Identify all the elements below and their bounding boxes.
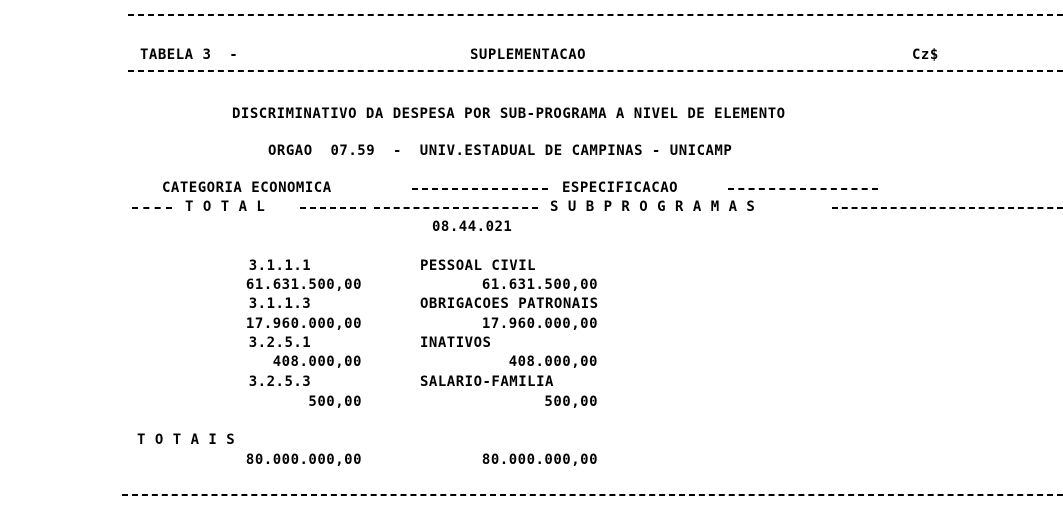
totals-label: T O T A I S xyxy=(137,432,236,448)
row-total: 500,00 xyxy=(308,394,362,410)
especificacao-rule-right xyxy=(728,188,878,190)
currency-label: Cz$ xyxy=(912,47,939,63)
row-code: 3.1.1.1 xyxy=(248,258,312,274)
row-desc: INATIVOS xyxy=(420,335,492,351)
especificacao-rule-left xyxy=(412,188,548,190)
totals-total: 80.000.000,00 xyxy=(245,452,362,468)
row-value: 500,00 xyxy=(544,394,598,410)
table-title: SUPLEMENTACAO xyxy=(470,47,587,63)
top-rule xyxy=(128,14,1063,16)
row-value: 408.000,00 xyxy=(508,354,598,370)
subtitle: DISCRIMINATIVO DA DESPESA POR SUB-PROGRAMA A NIVEL DE ELEMENTO xyxy=(232,106,786,122)
categoria-header: CATEGORIA ECONOMICA xyxy=(162,180,332,196)
total-header: T O T A L xyxy=(185,199,266,215)
row-desc: OBRIGACOES PATRONAIS xyxy=(420,296,599,312)
row-total: 17.960.000,00 xyxy=(245,316,362,332)
row-code: 3.2.5.3 xyxy=(248,374,312,390)
especificacao-header: ESPECIFICACAO xyxy=(562,180,679,196)
row-total: 408.000,00 xyxy=(272,354,362,370)
row-total: 61.631.500,00 xyxy=(245,277,362,293)
bottom-rule xyxy=(122,494,1063,496)
row-code: 3.1.1.3 xyxy=(248,296,312,312)
header-rule xyxy=(128,70,1063,72)
total-rule-left xyxy=(132,207,172,209)
total-rule-right xyxy=(300,207,366,209)
subprogramas-rule-left xyxy=(374,207,538,209)
row-desc: PESSOAL CIVIL xyxy=(420,258,537,274)
totals-value: 80.000.000,00 xyxy=(481,452,598,468)
row-code: 3.2.5.1 xyxy=(248,335,312,351)
row-value: 17.960.000,00 xyxy=(481,316,598,332)
subprogramas-header: S U B P R O G R A M A S xyxy=(550,199,756,215)
row-value: 61.631.500,00 xyxy=(481,277,598,293)
subprograma-code: 08.44.021 xyxy=(432,219,513,235)
table-label: TABELA 3 - xyxy=(140,47,239,63)
row-desc: SALARIO-FAMILIA xyxy=(420,374,554,390)
orgao-line: ORGAO 07.59 - UNIV.ESTADUAL DE CAMPINAS - UNICAMP xyxy=(268,143,733,159)
subprogramas-rule-right xyxy=(832,207,1063,209)
